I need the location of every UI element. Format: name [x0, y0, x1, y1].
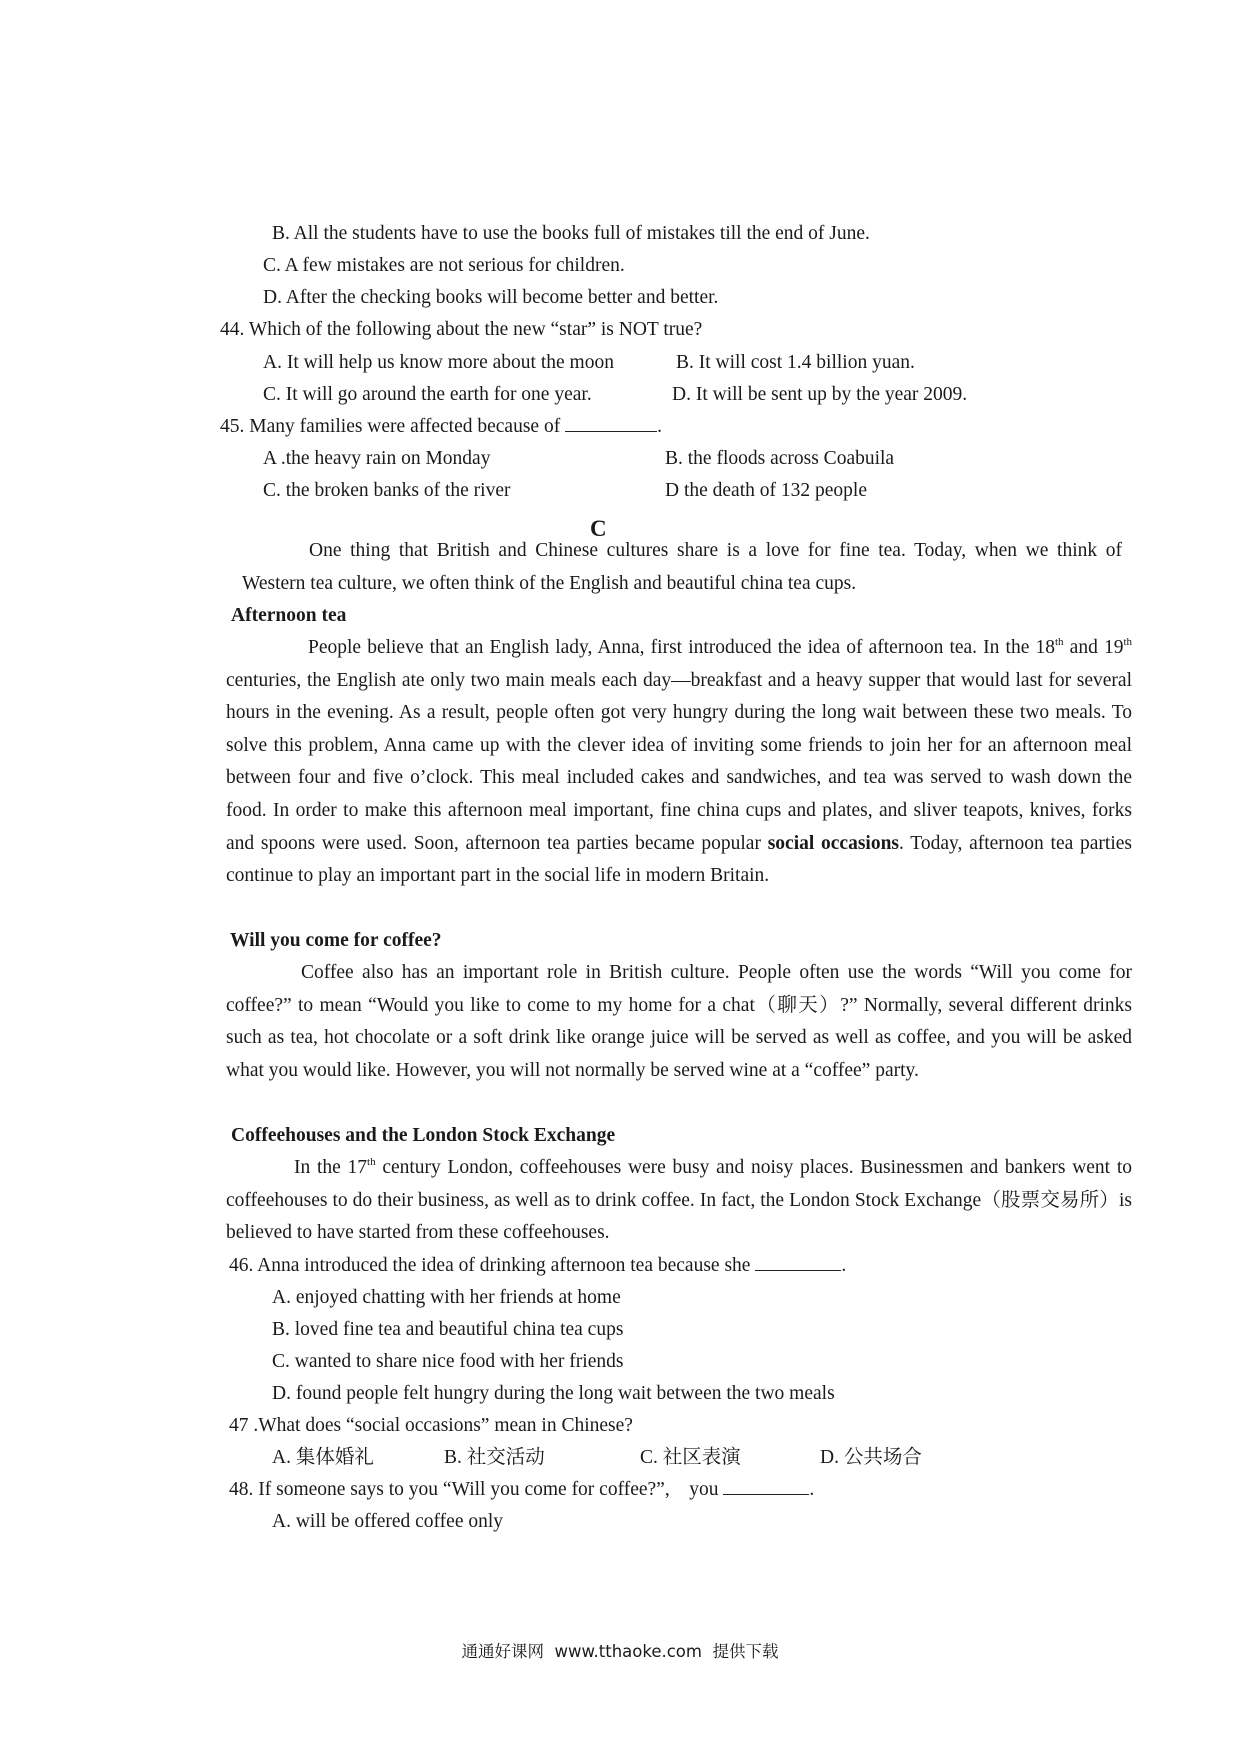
q47-option-c: C. 社区表演 [640, 1447, 741, 1468]
q48-stem-end: . [809, 1479, 815, 1500]
q47-option-b: B. 社交活动 [444, 1447, 545, 1468]
q43-option-c: C. A few mistakes are not serious for children. [263, 255, 625, 276]
q46-stem [229, 1250, 846, 1283]
q47-option-a: A. 集体婚礼 [272, 1447, 374, 1468]
q46-stem-text: 46. Anna introduced the idea of drinking afternoon tea because she [229, 1255, 751, 1276]
intro-paragraph [242, 535, 1122, 600]
ordinal-18: 18 [1035, 637, 1055, 658]
q45-option-a: A .the heavy rain on Monday [263, 448, 491, 469]
afternoon-tea-text-1: People believe that an English lady, Anna, first introduced the idea of afternoon tea. In the [308, 637, 1030, 658]
ordinal-suffix: th [1123, 636, 1133, 648]
afternoon-tea-text-3: . Today, afternoon tea parties continue to play an important part in the social life in modern Britain. [226, 832, 1132, 887]
q45-stem-end: . [657, 416, 662, 437]
heading-coffee: Will you come for coffee? [230, 930, 442, 951]
q47-option-d: D. 公共场合 [820, 1447, 922, 1468]
q45-stem-text: 45. Many families were affected because of [220, 416, 561, 437]
heading-coffeehouses: Coffeehouses and the London Stock Exchange [231, 1125, 616, 1146]
conjunction: and [1063, 637, 1104, 658]
answer-blank [723, 1476, 809, 1495]
section-letter: C [590, 516, 607, 541]
ordinal-suffix: th [1054, 636, 1064, 648]
q44-option-a: A. It will help us know more about the moon [263, 352, 614, 373]
social-occasions-term: social occasions [767, 832, 900, 854]
q45-stem [220, 411, 662, 444]
coffeehouses-paragraph [226, 1152, 1132, 1250]
q47-stem: 47 .What does “social occasions” mean in Chinese? [229, 1415, 633, 1436]
q44-option-c: C. It will go around the earth for one year. [263, 384, 592, 405]
q48-stem [229, 1474, 814, 1507]
answer-blank [755, 1252, 841, 1271]
heading-afternoon-tea: Afternoon tea [231, 605, 347, 626]
ordinal-suffix: th [367, 1156, 376, 1168]
q44-option-d: D. It will be sent up by the year 2009. [672, 384, 968, 405]
coffee-text: Coffee also has an important role in British culture. People often use the words “Will you come for coffee?” to mean “Would you like to come to my home for a chat（聊天）?” Normally, several different drinks such as tea, hot chocolate or a soft drink like orange juice will be served as well as coffee, and you will be asked what you would like. However, you will not normally be served wine at a “coffee” party. [226, 962, 1132, 1081]
q46-option-b: B. loved fine tea and beautiful china tea cups [272, 1319, 624, 1340]
q43-option-b: B. All the students have to use the books full of mistakes till the end of June. [272, 223, 870, 244]
q44-option-b: B. It will cost 1.4 billion yuan. [676, 352, 915, 373]
q48-stem-text: 48. If someone says to you “Will you come for coffee?”, you [229, 1479, 719, 1500]
afternoon-tea-paragraph [226, 632, 1132, 893]
q48-option-a: A. will be offered coffee only [272, 1511, 504, 1532]
answer-blank [565, 413, 657, 432]
page-footer: 通通好课网 www.tthaoke.com 提供下载 [461, 1642, 779, 1661]
q45-option-b: B. the floods across Coabuila [665, 448, 895, 469]
ordinal-19: 19 [1103, 637, 1124, 658]
coffeehouses-text-2: century London, coffeehouses were busy and noisy places. Businessmen and bankers went to coffeehouses to do their business, as well as to drink coffee. In fact, the London Stock Exchange（股票交易所）is believed to have started from these coffeehouses. [226, 1157, 1132, 1244]
coffee-paragraph [226, 957, 1132, 1087]
coffeehouses-text-1: In the 17 [294, 1157, 368, 1178]
q43-option-d: D. After the checking books will become better and better. [263, 287, 719, 308]
intro-text: One thing that British and Chinese cultures share is a love for fine tea. Today, when we think of Western tea culture, we often think of the English and beautiful china tea cups. [242, 540, 1122, 594]
q46-option-c: C. wanted to share nice food with her friends [272, 1351, 624, 1372]
q46-option-a: A. enjoyed chatting with her friends at home [272, 1287, 621, 1308]
afternoon-tea-text-2: centuries, the English ate only two main meals each day—breakfast and a heavy supper that would last for several hours in the evening. As a result, people often got very hungry during the long wait between these two meals. To solve this problem, Anna came up with the clever idea of inviting some friends to join her for an afternoon meal between four and five o’clock. This meal included cakes and sandwiches, and tea was served to wash down the food. In order to make this afternoon meal important, fine china cups and plates, and sliver teapots, knives, forks and spoons were used. Soon, afternoon tea parties became popular [226, 669, 1132, 854]
q45-option-d: D the death of 132 people [665, 480, 867, 501]
q45-option-c: C. the broken banks of the river [263, 480, 511, 501]
q46-option-d: D. found people felt hungry during the long wait between the two meals [272, 1383, 835, 1404]
q46-stem-end: . [841, 1255, 847, 1276]
q44-stem: 44. Which of the following about the new “star” is NOT true? [220, 319, 703, 340]
